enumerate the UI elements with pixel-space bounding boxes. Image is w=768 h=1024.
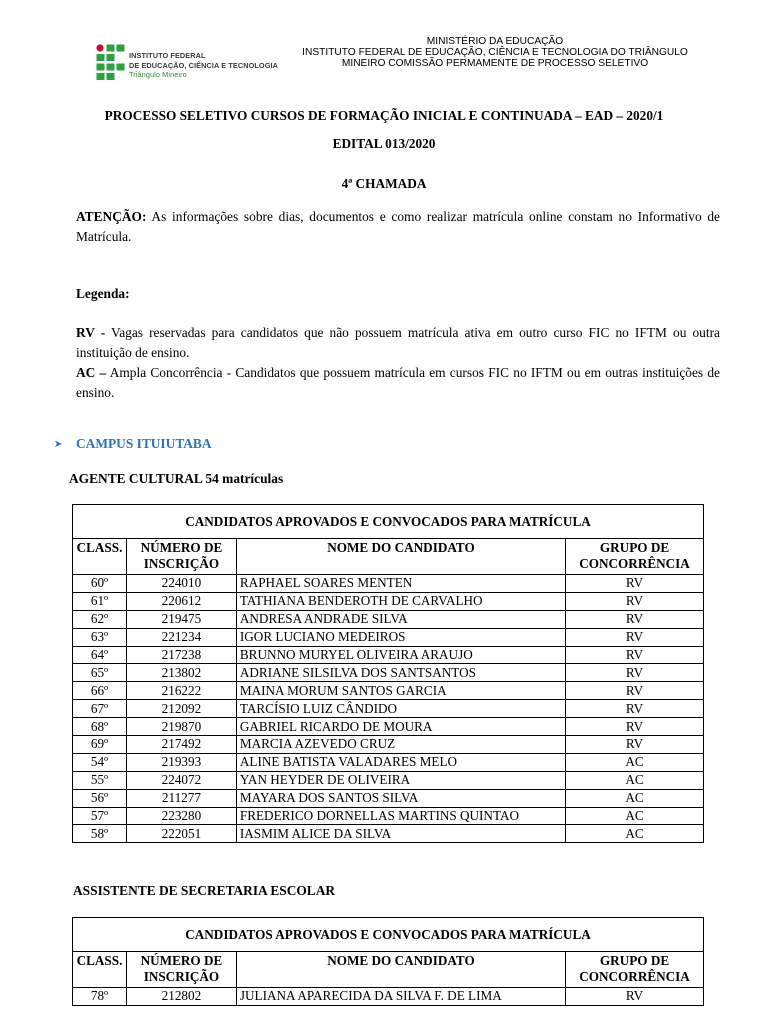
cell-class: 54º [73,753,127,771]
cell-grupo: RV [566,592,704,610]
cell-inscricao: 219475 [126,610,236,628]
cell-nome: TATHIANA BENDEROTH DE CARVALHO [236,592,565,610]
header-grupo-line2: CONCORRÊNCIA [579,968,690,984]
table-row [73,646,704,664]
cell-grupo: RV [566,646,704,664]
cell-nome: GABRIEL RICARDO DE MOURA [236,718,565,736]
results-table [72,504,704,843]
chamada-title: 4ª CHAMADA [341,176,427,191]
logo-line: Triângulo Mineiro [129,70,187,79]
cell-grupo: AC [566,807,704,825]
cell-inscricao: 222051 [126,825,236,843]
cell-grupo: AC [566,789,704,807]
cell-grupo: RV [566,736,704,754]
cell-inscricao: 216222 [126,682,236,700]
cell-class: 62º [73,610,127,628]
results-table [72,917,704,1006]
cell-grupo: AC [566,771,704,789]
header-nome: NOME DO CANDIDATO [236,952,565,988]
table-row [73,682,704,700]
cell-nome: IGOR LUCIANO MEDEIROS [236,628,565,646]
cell-grupo: RV [566,610,704,628]
cell-class: 67º [73,700,127,718]
header-grupo-line1: GRUPO DE [599,953,670,968]
rv-text: Vagas reservadas para candidatos que não possuem matrícula ativa em outro curso FIC no IFTM ou outra instituição de ensino. [76,325,720,360]
cell-class: 69º [73,736,127,754]
chevron-right-icon: ➤ [54,439,63,450]
course-title: ASSISTENTE DE SECRETARIA ESCOLAR [73,883,336,898]
course-title: AGENTE CULTURAL 54 matrículas [69,471,284,486]
table-row [73,575,704,593]
cell-grupo: RV [566,700,704,718]
cell-nome: YAN HEYDER DE OLIVEIRA [236,771,565,789]
header-numero-line1: NÚMERO DE [140,953,223,968]
cell-grupo: AC [566,753,704,771]
cell-inscricao: 211277 [126,789,236,807]
rv-label: RV - [76,325,106,340]
attention-label: ATENÇÃO: [76,209,147,224]
cell-nome: RAPHAEL SOARES MENTEN [236,575,565,593]
cell-inscricao: 220612 [126,592,236,610]
cell-grupo: RV [566,575,704,593]
logo-text [129,51,278,80]
cell-class: 57º [73,807,127,825]
cell-inscricao: 224072 [126,771,236,789]
table-row [73,718,704,736]
table-row [73,592,704,610]
logo-line: INSTITUTO FEDERAL [129,51,206,60]
cell-inscricao: 212802 [126,988,236,1006]
cell-nome: MAYARA DOS SANTOS SILVA [236,789,565,807]
cell-nome: FREDERICO DORNELLAS MARTINS QUINTAO [236,807,565,825]
header-numero [126,539,236,575]
edital-number: EDITAL 013/2020 [332,136,436,151]
cell-nome: ANDRESA ANDRADE SILVA [236,610,565,628]
cell-grupo: RV [566,682,704,700]
table-row [73,610,704,628]
cell-grupo: RV [566,664,704,682]
header-nome: NOME DO CANDIDATO [236,539,565,575]
cell-nome: IASMIM ALICE DA SILVA [236,825,565,843]
table-caption: CANDIDATOS APROVADOS E CONVOCADOS PARA MATRÍCULA [73,918,704,952]
cell-grupo: RV [566,628,704,646]
cell-class: 78º [73,988,127,1006]
document-title: PROCESSO SELETIVO CURSOS DE FORMAÇÃO INICIAL E CONTINUADA – EAD – 2020/1 [104,108,664,123]
cell-inscricao: 217492 [126,736,236,754]
ministry-line: MINISTÉRIO DA EDUCAÇÃO [426,36,564,47]
table-row [73,789,704,807]
cell-inscricao: 212092 [126,700,236,718]
cell-class: 58º [73,825,127,843]
cell-class: 56º [73,789,127,807]
table-row [73,664,704,682]
cell-class: 65º [73,664,127,682]
cell-inscricao: 213802 [126,664,236,682]
header-grupo [566,952,704,988]
table-row [73,700,704,718]
cell-inscricao: 219870 [126,718,236,736]
ac-text: Ampla Concorrência - Candidatos que possuem matrícula em cursos FIC no IFTM ou em outras instituições de ensino. [76,365,720,400]
campus-name: CAMPUS ITUIUTABA [76,436,212,451]
cell-inscricao: 217238 [126,646,236,664]
cell-nome: TARCÍSIO LUIZ CÂNDIDO [236,700,565,718]
header-grupo-line2: CONCORRÊNCIA [579,555,690,571]
header-grupo-line1: GRUPO DE [599,540,670,555]
table-row [73,807,704,825]
table-row [73,825,704,843]
cell-class: 55º [73,771,127,789]
cell-nome: ALINE BATISTA VALADARES MELO [236,753,565,771]
header-numero-line1: NÚMERO DE [140,540,223,555]
cell-nome: BRUNNO MURYEL OLIVEIRA ARAUJO [236,646,565,664]
ac-label: AC – [76,365,107,380]
cell-class: 63º [73,628,127,646]
cell-nome: MAINA MORUM SANTOS GARCIA [236,682,565,700]
header-class: CLASS. [73,952,127,988]
table-row [73,736,704,754]
logo-line: DE EDUCAÇÃO, CIÊNCIA E TECNOLOGIA [129,60,278,70]
cell-inscricao: 224010 [126,575,236,593]
legend-label: Legenda: [76,286,130,301]
logo-grid-icon [96,44,126,82]
header-numero-line2: INSCRIÇÃO [143,555,220,571]
table-row [73,753,704,771]
cell-inscricao: 221234 [126,628,236,646]
ministry-header [288,36,702,69]
table-row [73,771,704,789]
cell-grupo: RV [566,718,704,736]
cell-class: 66º [73,682,127,700]
table-caption: CANDIDATOS APROVADOS E CONVOCADOS PARA MATRÍCULA [73,505,704,539]
cell-nome: ADRIANE SILSILVA DOS SANTSANTOS [236,664,565,682]
cell-nome: JULIANA APARECIDA DA SILVA F. DE LIMA [236,988,565,1006]
cell-grupo: RV [566,988,704,1006]
campus-heading [54,436,212,452]
table-row [73,628,704,646]
attention-text: As informações sobre dias, documentos e como realizar matrícula online constam no Informativo de Matrícula. [76,209,720,244]
cell-nome: MARCIA AZEVEDO CRUZ [236,736,565,754]
header-grupo [566,539,704,575]
cell-class: 68º [73,718,127,736]
legend-ac [76,363,720,403]
ministry-line: MINEIRO COMISSÃO PERMAMENTE DE PROCESSO SELETIVO [341,58,649,69]
institute-logo [96,44,286,82]
cell-class: 60º [73,575,127,593]
header-class: CLASS. [73,539,127,575]
table-row [73,988,704,1006]
header-numero-line2: INSCRIÇÃO [143,968,220,984]
ministry-line: INSTITUTO FEDERAL DE EDUCAÇÃO, CIÊNCIA E TECNOLOGIA DO TRIÂNGULO [302,47,688,58]
cell-class: 64º [73,646,127,664]
cell-inscricao: 223280 [126,807,236,825]
cell-class: 61º [73,592,127,610]
header-numero [126,952,236,988]
legend-rv [76,323,720,363]
attention-paragraph [76,207,720,247]
cell-inscricao: 219393 [126,753,236,771]
cell-grupo: AC [566,825,704,843]
